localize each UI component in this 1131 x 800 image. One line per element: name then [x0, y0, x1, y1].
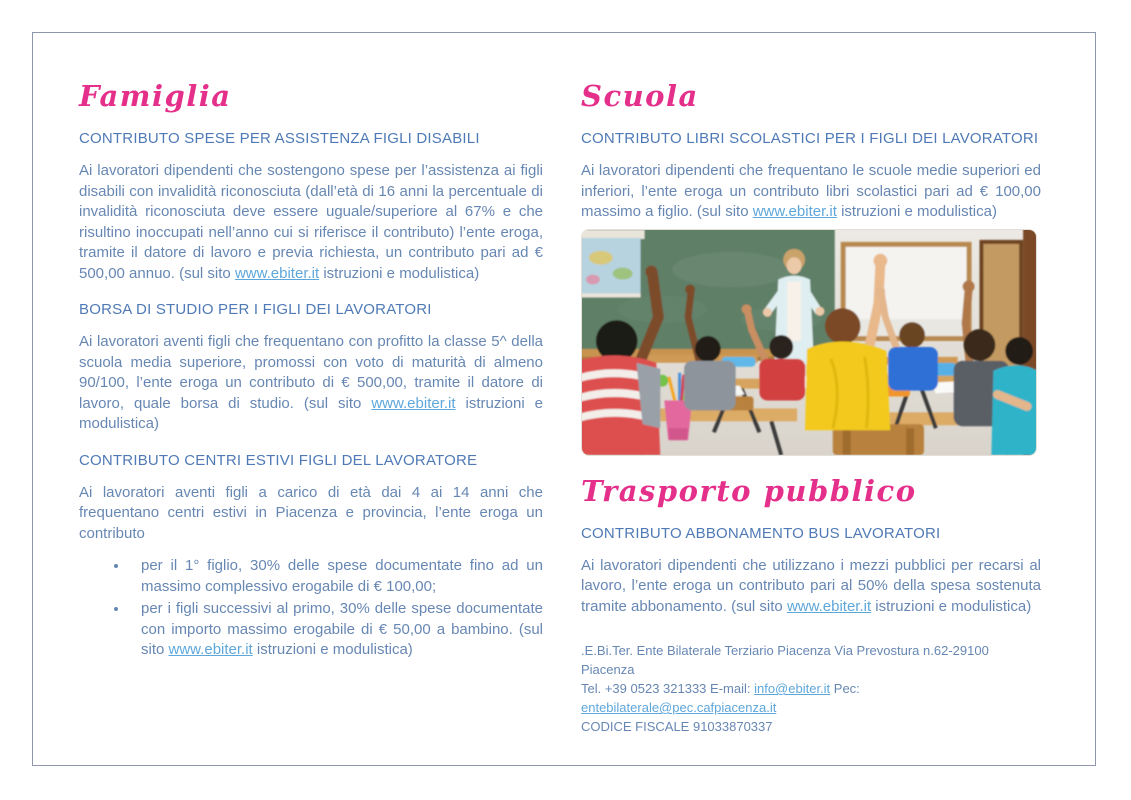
map-poster [581, 230, 644, 297]
ebiter-link[interactable]: www.ebiter.it [168, 641, 253, 658]
section-title-famiglia: Famiglia [79, 79, 232, 113]
footer-contacts-line [581, 679, 1041, 717]
para-assistenza-figli-disabili [79, 161, 543, 284]
brochure-page [32, 32, 1096, 766]
footer-text: Tel. +39 0523 321333 E-mail: [581, 681, 755, 696]
ebiter-link[interactable]: www.ebiter.it [752, 203, 837, 220]
para-text: istruzioni e modulistica) [79, 394, 543, 432]
column-famiglia [79, 79, 543, 663]
para-abbonamento-bus [581, 556, 1041, 618]
footer-address-line: .E.Bi.Ter. Ente Bilaterale Terziario Piacenza Via Prevostura n.62-29100 Piacenza [581, 643, 989, 677]
heading-assistenza-figli-disabili: CONTRIBUTO SPESE PER ASSISTENZA FIGLI DISABILI [79, 130, 480, 147]
column-scuola-trasporto [581, 79, 1041, 736]
para-borsa-di-studio [79, 332, 543, 435]
para-centri-estivi [79, 483, 543, 545]
para-text: istruzioni e modulistica) [871, 597, 1032, 615]
list-item [129, 599, 543, 661]
section-title-trasporto-pubblico: Trasporto pubblico [581, 473, 917, 508]
para-text: istruzioni e modulistica) [319, 264, 480, 282]
para-text: Ai lavoratori aventi figli che frequentano con profitto la classe 5^ della scuola media superiore, promossi con voto di maturità di almeno 90/100, l’ente eroga un contributo di € 500,00, tramite il datore di lavoro, quale borsa di studio. (sul sito [79, 333, 543, 412]
para-text: Ai lavoratori dipendenti che utilizzano i mezzi pubblici per recarsi al lavoro, l’ente eroga un contributo pari al 50% della spesa sostenuta tramite abbonamento. (sul sito [581, 556, 1041, 615]
heading-abbonamento-bus: CONTRIBUTO ABBONAMENTO BUS LAVORATORI [581, 524, 941, 542]
para-libri-scolastici [581, 161, 1041, 223]
bullet-text: per il 1° figlio, 30% delle spese documentate fino ad un massimo complessivo erogabile di € 100,00; [141, 557, 543, 595]
ebiter-link[interactable]: www.ebiter.it [234, 264, 320, 282]
bullet-text: per i figli successivi al primo, 30% delle spese documentate con importo massimo erogabile di € 50,00 a bambino. (sul sito [141, 600, 543, 658]
list-item [129, 556, 543, 597]
footer-codice-fiscale-line: CODICE FISCALE 91033870337 [581, 719, 773, 734]
heading-libri-scolastici: CONTRIBUTO LIBRI SCOLASTICI PER I FIGLI DEI LAVORATORI [581, 130, 1039, 147]
classroom-photo [581, 229, 1037, 456]
para-text: istruzioni e modulistica) [836, 203, 997, 220]
para-text: Ai lavoratori dipendenti che sostengono spese per l’assistenza ai figli disabili con invalidità riconosciuta (dall’età di 16 anni la percentuale di invalidità riconosciuta deve essere uguale/superiore al 67% e che risultino inoccupati nell’anno cui si riferisce il contributo) l’ente eroga, tramite il datore di lavoro e previa richiesta, un contributo pari ad € 500,00 annuo. (sul sito [79, 162, 543, 282]
bullet-text: istruzioni e modulistica) [252, 641, 413, 658]
pec-link[interactable]: entebilaterale@pec.cafpiacenza.it [581, 700, 777, 715]
para-text: Ai lavoratori aventi figli a carico di età dai 4 ai 14 anni che frequentano centri estivi in Piacenza e provincia, l’ente eroga un contributo [79, 483, 543, 542]
footer-contact-info [581, 641, 1041, 736]
ebiter-link[interactable]: www.ebiter.it [371, 394, 456, 412]
heading-borsa-di-studio: BORSA DI STUDIO PER I FIGLI DEI LAVORATORI [79, 301, 432, 318]
centri-estivi-bullet-list [79, 556, 543, 661]
footer-text: Pec: [830, 681, 860, 696]
section-title-scuola: Scuola [581, 79, 699, 113]
para-text: Ai lavoratori dipendenti che frequentano le scuole medie superiori ed inferiori, l’ente eroga un contributo libri scolastici pari ad € 100,00 massimo a figlio. (sul sito [581, 162, 1041, 220]
email-link[interactable]: info@ebiter.it [754, 681, 831, 696]
heading-centri-estivi: CONTRIBUTO CENTRI ESTIVI FIGLI DEL LAVORATORE [79, 451, 478, 469]
ebiter-link[interactable]: www.ebiter.it [786, 597, 872, 615]
